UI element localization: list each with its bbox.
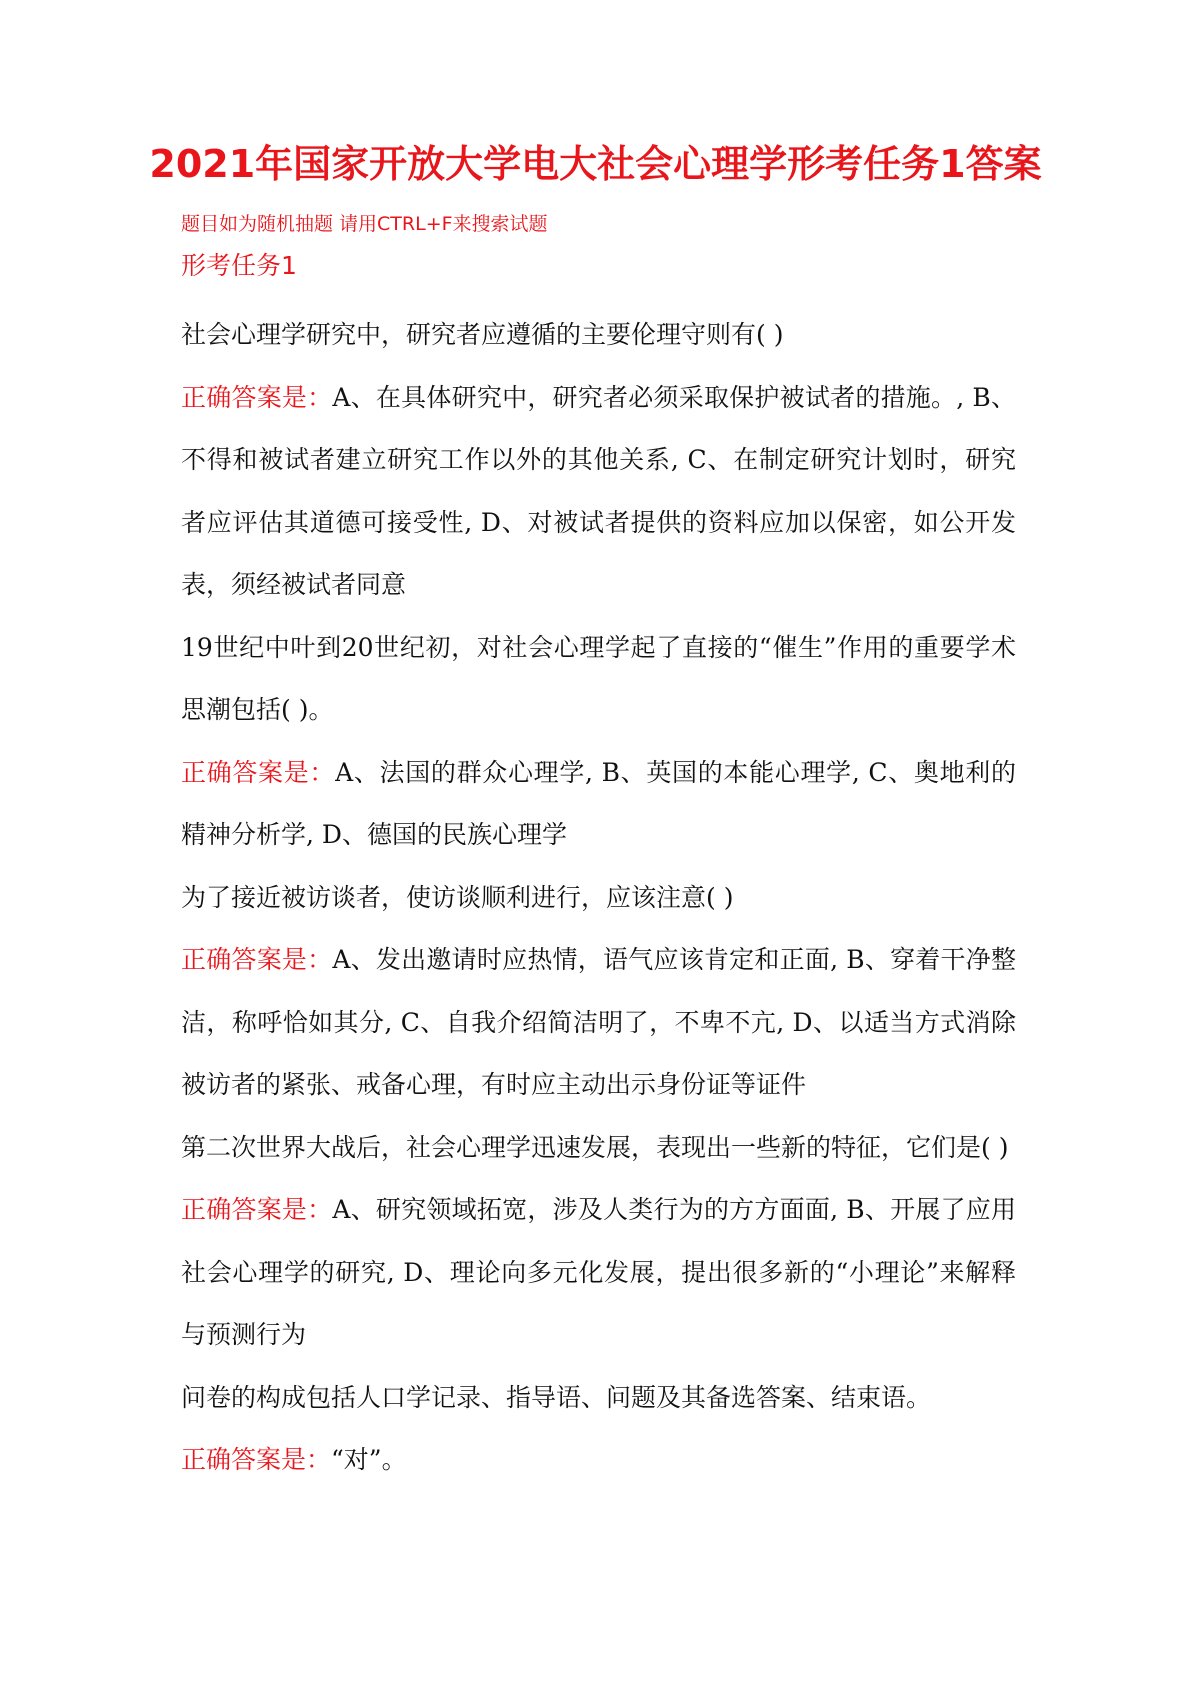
answer-paragraph <box>181 929 1016 1117</box>
answer-text: A、法国的群众心理学, B、英国的本能心理学, C、奥地利的精神分析学, D、德国的民族心理学 <box>181 757 1016 849</box>
qa-list <box>181 304 1016 1492</box>
answer-text: “对”。 <box>331 1445 407 1474</box>
answer-text: A、在具体研究中，研究者必须采取保护被试者的措施。, B、不得和被试者建立研究工作以外的其他关系, C、在制定研究计划时，研究者应评估其道德可接受性, D、对被试者提供的资料应加以保密，如公开发表，须经被试者同意 <box>181 382 1016 599</box>
document-title: 2021年国家开放大学电大社会心理学形考任务1答案 <box>149 142 1042 186</box>
section-heading: 形考任务1 <box>181 251 297 280</box>
answer-paragraph <box>181 1179 1016 1367</box>
question-text: 19世纪中叶到20世纪初，对社会心理学起了直接的“催生”作用的重要学术思潮包括( )。 <box>181 632 1016 724</box>
answer-text: A、发出邀请时应热情，语气应该肯定和正面, B、穿着干净整洁，称呼恰如其分, C、自我介绍简洁明了，不卑不亢, D、以适当方式消除被访者的紧张、戒备心理，有时应主动出示身份证等证件 <box>181 945 1016 1099</box>
question-text: 问卷的构成包括人口学记录、指导语、问题及其备选答案、结束语。 <box>181 1382 932 1412</box>
answer-paragraph <box>181 742 1016 867</box>
question-text: 第二次世界大战后，社会心理学迅速发展，表现出一些新的特征，它们是( ) <box>181 1132 1009 1162</box>
answer-label: 正确答案是： <box>181 1195 333 1224</box>
answer-label: 正确答案是： <box>181 382 333 412</box>
question-text: 社会心理学研究中，研究者应遵循的主要伦理守则有( ) <box>181 320 784 349</box>
search-hint: 题目如为随机抽题 请用CTRL+F来搜索试题 <box>181 213 548 235</box>
answer-text: A、研究领域拓宽，涉及人类行为的方方面面, B、开展了应用社会心理学的研究, D、理论向多元化发展，提出很多新的“小理论”来解释与预测行为 <box>181 1195 1016 1349</box>
answer-paragraph <box>181 1429 1016 1492</box>
answer-label: 正确答案是： <box>181 757 336 787</box>
answer-label: 正确答案是： <box>181 945 333 974</box>
question-text: 为了接近被访谈者，使访谈顺利进行，应该注意( ) <box>181 882 734 912</box>
answer-paragraph <box>181 367 1016 617</box>
answer-label: 正确答案是： <box>181 1445 332 1474</box>
